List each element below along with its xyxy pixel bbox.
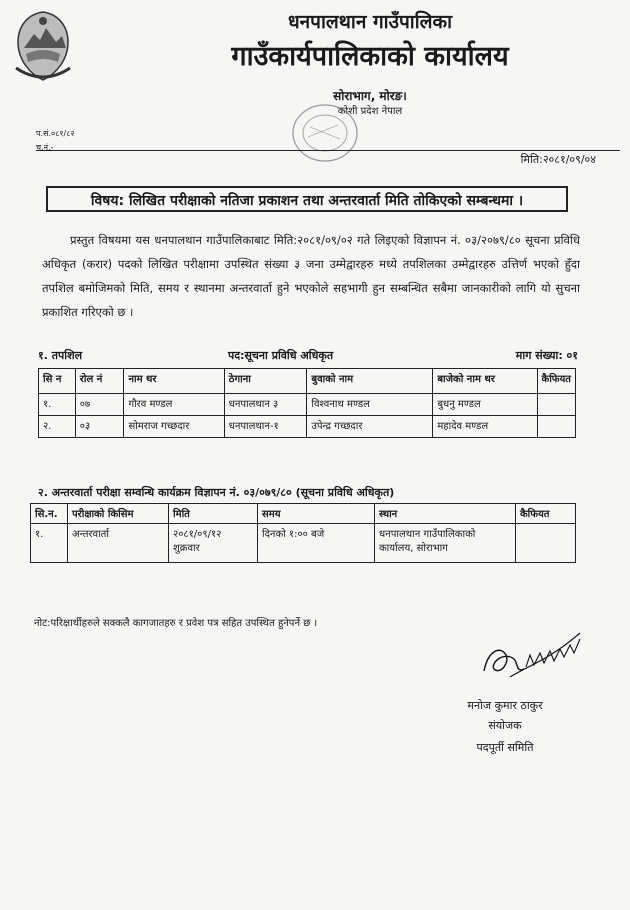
cell: गौरव मण्डल: [124, 394, 224, 416]
cell: [537, 416, 575, 438]
cell: बुधनु मण्डल: [433, 394, 537, 416]
cell: उपेन्द्र गच्छदार: [307, 416, 433, 438]
section2-heading: २. अन्तरवार्ता परीक्षा सम्वन्धि कार्यक्रम विज्ञापन नं. ०३/०७९/८० (सूचना प्रविधि अधिकृत): [38, 486, 395, 499]
col-header: कैफियत: [537, 369, 575, 394]
signatory-name: मनोज कुमार ठाकुर: [467, 699, 543, 712]
subject-line: विषय: लिखित परीक्षाको नतिजा प्रकाशन तथा अन्तरवार्ता मिति तोकिएको सम्बन्धमा ।: [46, 186, 568, 212]
dispatch-number: च.नं.-: [36, 143, 54, 152]
cell: ०३: [75, 416, 124, 438]
notice-body: प्रस्तुत विषयमा यस धनपालथान गाउँपालिकाबाट मिति:२०८१/०९/०२ गते लिइएको विज्ञापन नं. ०३/२०७९/८० सूचना प्रविधि अधिकृत (करार) पदको लिखित परीक्षामा उपस्थित संख्या ३ जना उम्मेद्वारहरु मध्ये तपशिलका उम्मेद्वारहरु उत्तिर्ण भएको हुँदा तपशिल बमोजिमको मिति, समय र स्थानमा अन्तरवार्ता हुने भएकोले सहभागी हुन सम्बन्धित सबैमा जानकारीको लागि यो सुचना प्रकाशित गरिएको छ ।: [42, 233, 580, 319]
municipality-name: धनपालथान गाउँपालिका: [287, 11, 453, 33]
col-header: मिति: [169, 504, 258, 524]
cell: महादेव मण्डल: [433, 416, 537, 438]
cell: दिनको १:०० बजे: [258, 524, 375, 563]
col-header: सि.न.: [31, 504, 68, 524]
header-divider: [36, 150, 620, 151]
col-header: रोल नं: [75, 369, 124, 394]
interview-day: शुक्रवार: [173, 543, 200, 554]
place-line-2: कार्यालय, सोराभाग: [379, 543, 448, 554]
interview-date: २०८१/०९/१२: [173, 529, 222, 540]
col-header: कैफियत: [516, 504, 576, 524]
table-header-row: [31, 504, 576, 524]
cell: [537, 394, 575, 416]
table-header-row: [39, 369, 576, 394]
cell: सोमराज गच्छदार: [124, 416, 224, 438]
cell: विश्वनाथ मण्डल: [307, 394, 433, 416]
issue-date: मिति:२०८१/०९/०४: [520, 153, 596, 166]
handwritten-signature-icon: [470, 615, 590, 695]
table-row: [39, 416, 576, 438]
cell: अन्तरवार्ता: [68, 524, 169, 563]
interview-schedule-table: [30, 503, 576, 563]
signatory-role: संयोजक: [488, 719, 522, 732]
col-header: ठेगाना: [224, 369, 307, 394]
col-header: परीक्षाको किसिम: [68, 504, 169, 524]
province-country: कोशी प्रदेश नेपाल: [337, 106, 403, 117]
section1-label: १. तपशिल: [38, 349, 83, 362]
section1-heading: [38, 348, 578, 363]
post-title: पद:सूचना प्रविधि अधिकृत: [228, 349, 334, 362]
col-header: बाजेको नाम थर: [433, 369, 537, 394]
office-address: सोराभाग, मोरङ।: [333, 89, 407, 103]
signatory-committee: पदपूर्ती समिति: [476, 741, 534, 754]
candidates-table: [38, 368, 576, 438]
table-row: [31, 524, 576, 563]
place-line-1: धनपालथान गाउँपालिकाको: [379, 529, 476, 540]
cell: धनपालथान-१: [224, 416, 307, 438]
cell: १.: [31, 524, 68, 563]
cell: धनपालथान ३: [224, 394, 307, 416]
col-header: बुवाको नाम: [307, 369, 433, 394]
cell: १.: [39, 394, 76, 416]
col-header: समय: [258, 504, 375, 524]
cell: [516, 524, 576, 563]
office-name: गाउँकार्यपालिकाको कार्यालय: [231, 41, 509, 72]
cell-date: [169, 524, 258, 563]
cell: ०७: [75, 394, 124, 416]
note-text: नोट:परिक्षार्थीहरुले सक्कलै कागजातहरु र प्रवेश पत्र सहित उपस्थित हुनेपर्ने छ ।: [34, 618, 318, 629]
col-header: सि न: [39, 369, 76, 394]
reference-number: प.सं.०८१/८२: [36, 129, 75, 138]
official-stamp-icon: [280, 97, 370, 167]
cell-place: [375, 524, 516, 563]
col-header: स्थान: [375, 504, 516, 524]
cell: २.: [39, 416, 76, 438]
government-emblem-icon: [10, 8, 76, 84]
demand-count: माग संख्या: ०१: [515, 349, 578, 362]
col-header: नाम थर: [124, 369, 224, 394]
table-row: [39, 394, 576, 416]
